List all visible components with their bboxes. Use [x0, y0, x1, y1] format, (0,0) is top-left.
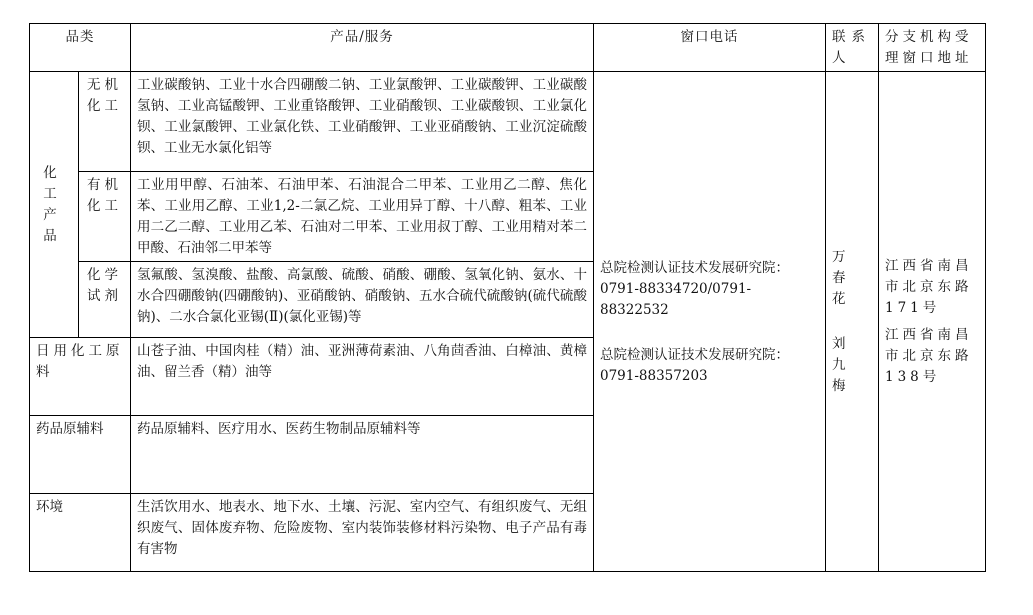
products-organic: 工业用甲醇、石油苯、石油甲苯、石油混合二甲苯、工业用乙二醇、焦化苯、工业用乙醇、工业1,2-二氯乙烷、工业用异丁醇、十八醇、粗苯、工业用二乙二醇、工业用乙苯、石油对二甲苯、工业用叔丁醇、工业用精对苯二甲酸、石油邻二甲苯等 — [131, 172, 594, 262]
sub-inorganic: 无机化工 — [79, 72, 131, 172]
group-pharma: 药品原辅料 — [30, 416, 131, 494]
contact-2: 刘九梅 — [832, 336, 854, 394]
header-contact: 联系人 — [826, 24, 879, 72]
row-inorganic — [30, 72, 986, 172]
contact-1: 万春花 — [832, 249, 854, 307]
products-inorganic: 工业碳酸钠、工业十水合四硼酸二钠、工业氯酸钾、工业碳酸钾、工业碳酸氢钠、工业高锰酸钾、工业重铬酸钾、工业硝酸钡、工业碳酸钡、工业氯化钡、工业氯酸钾、工业氯化铁、工业硝酸钾、工业亚硝酸钠、工业沉淀硫酸钡、工业无水氯化铝等 — [131, 72, 594, 172]
products-daily: 山苍子油、中国肉桂（精）油、亚洲薄荷素油、八角茴香油、白樟油、黄樟油、留兰香（精）油等 — [131, 338, 594, 416]
address-cell — [879, 72, 986, 572]
group-daily: 日用化工原料 — [30, 338, 131, 416]
phone-2: 总院检测认证技术发展研究院：0791-88357203 — [600, 346, 789, 384]
header-products: 产品/服务 — [131, 24, 594, 72]
group-env: 环境 — [30, 494, 131, 572]
products-reagent: 氢氟酸、氢溴酸、盐酸、高氯酸、硫酸、硝酸、硼酸、氢氧化钠、氨水、十水合四硼酸钠(四硼酸钠)、亚硝酸钠、硝酸钠、五水合硫代硫酸钠(硫代硫酸钠)、二水合氯化亚锡(Ⅱ)(氯化亚锡)等 — [131, 262, 594, 338]
sub-organic: 有机化工 — [79, 172, 131, 262]
phone-cell — [594, 72, 826, 572]
header-address: 分支机构受理窗口地址 — [879, 24, 986, 72]
header-phone: 窗口电话 — [594, 24, 826, 72]
header-row — [30, 24, 986, 72]
products-env: 生活饮用水、地表水、地下水、土壤、污泥、室内空气、有组织废气、无组织废气、固体废弃物、危险废物、室内装饰装修材料污染物、电子产品有毒有害物 — [131, 494, 594, 572]
group-chemical: 化工产品 — [30, 72, 79, 338]
address-2: 江西省南昌市北京东路138号 — [885, 327, 973, 385]
phone-1: 总院检测认证技术发展研究院：0791-88334720/0791-88322532 — [600, 259, 789, 318]
service-table — [29, 23, 986, 572]
products-pharma: 药品原辅料、医疗用水、医药生物制品原辅料等 — [131, 416, 594, 494]
header-category: 品类 — [30, 24, 131, 72]
sub-reagent: 化学试剂 — [79, 262, 131, 338]
contact-cell — [826, 72, 879, 572]
address-1: 江西省南昌市北京东路171号 — [885, 258, 973, 316]
